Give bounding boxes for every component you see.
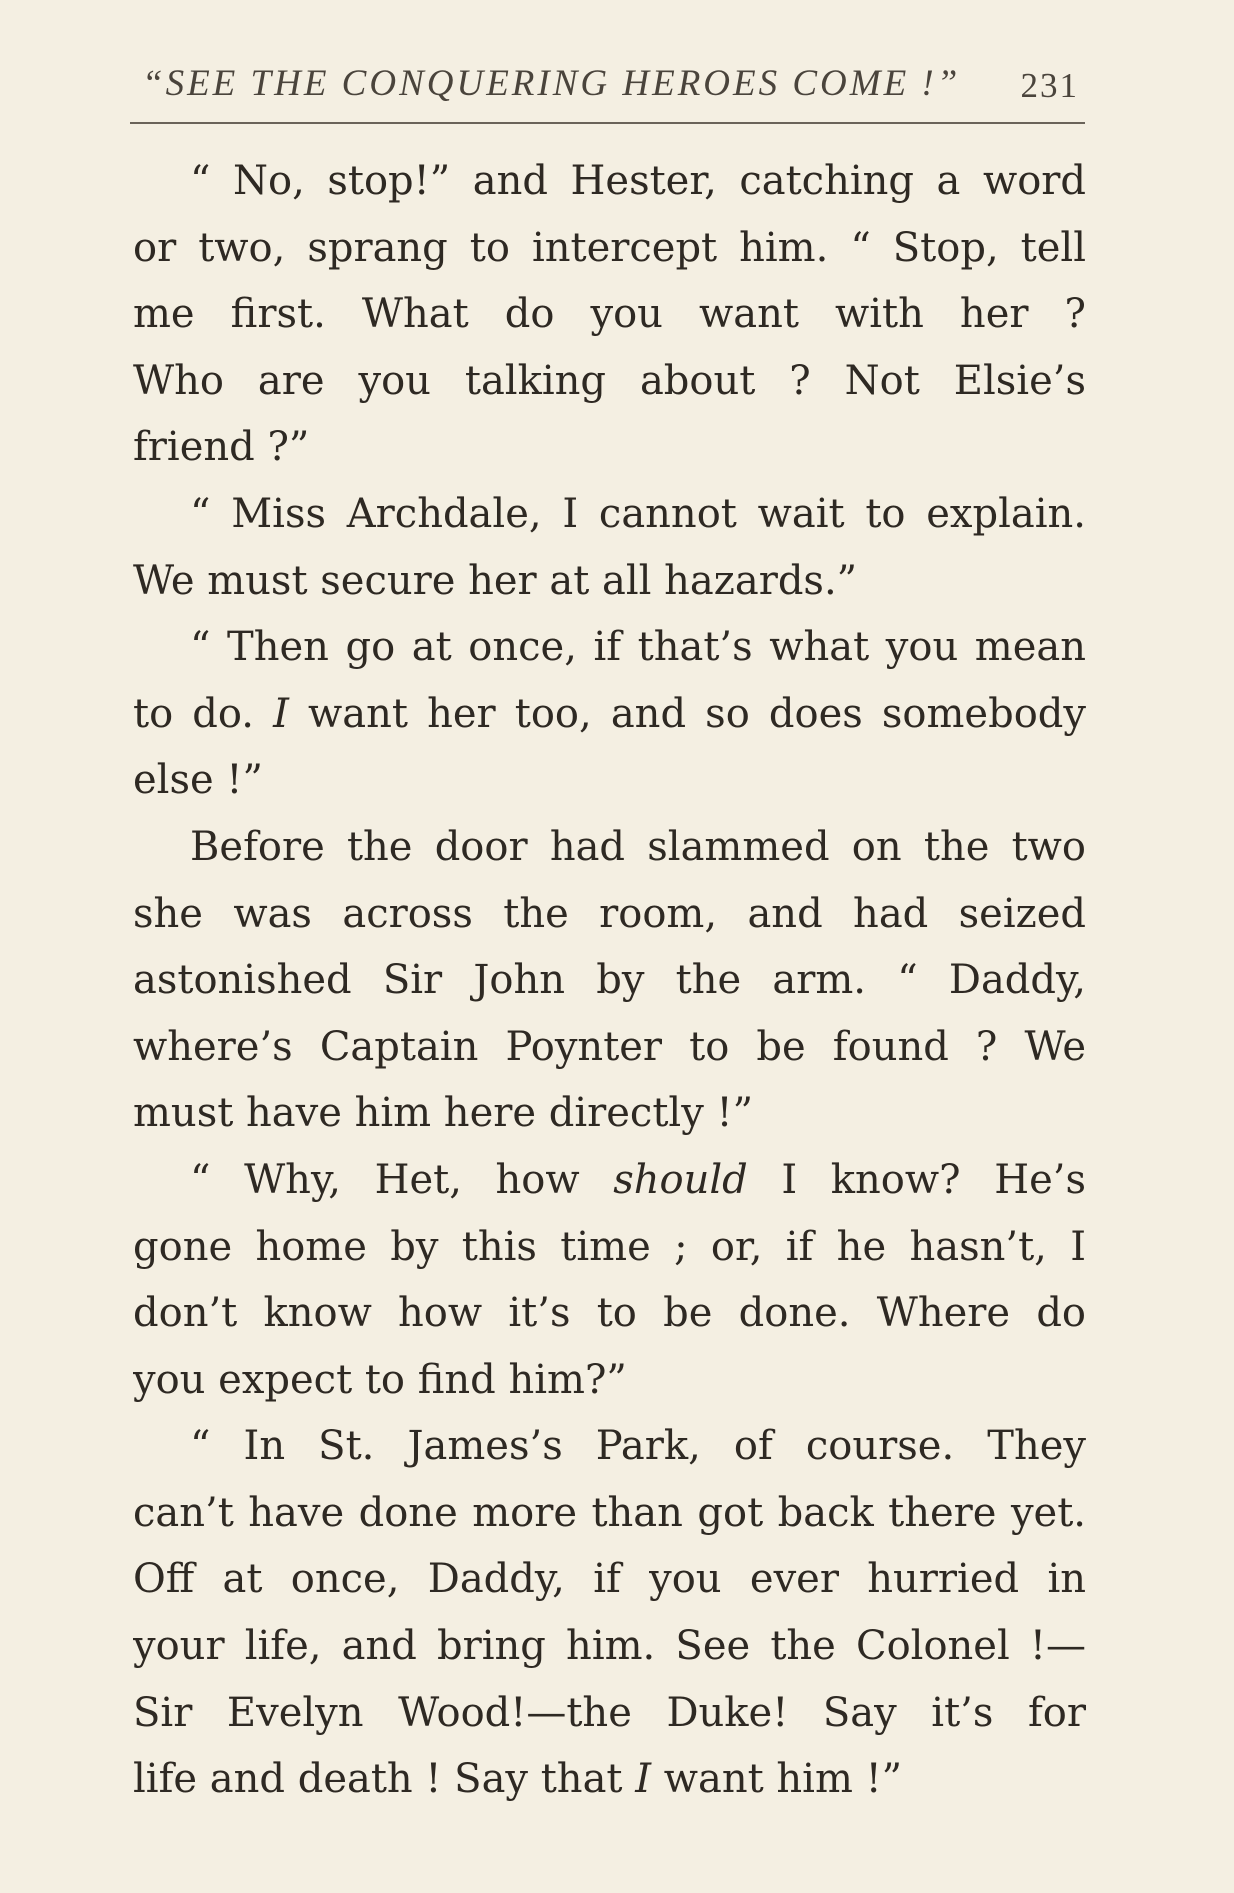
text-line: Off at once, Daddy, if you ever hurried in xyxy=(133,1556,1086,1603)
text-line: Before the door had slammed on the two xyxy=(190,823,1086,870)
text-line xyxy=(133,681,1086,748)
text-line: you expect to find him?” xyxy=(133,1356,627,1403)
text-segment: I know? He’s xyxy=(747,1156,1086,1203)
running-title: “SEE THE CONQUERING HEROES COME !” xyxy=(142,63,961,104)
text-line: where’s Captain Poynter to be found ? We xyxy=(133,1023,1086,1070)
text-segment: to do. xyxy=(133,690,274,737)
emphasis-text: I xyxy=(635,1756,652,1803)
text-line: can’t have done more than got back there yet. xyxy=(133,1489,1086,1536)
text-line: “ Then go at once, if that’s what you mean xyxy=(190,624,1086,671)
running-head xyxy=(130,62,1085,124)
text-line: Who are you talking about ? Not Elsie’s xyxy=(133,357,1086,404)
text-line: gone home by this time ; or, if he hasn’t, I xyxy=(133,1223,1086,1270)
text-line: or two, sprang to intercept him. “ Stop, tell xyxy=(133,224,1086,271)
text-line: else !” xyxy=(133,757,263,804)
text-line: she was across the room, and had seized xyxy=(133,890,1086,937)
text-segment: want him !” xyxy=(651,1756,903,1803)
text-line: astonished Sir John by the arm. “ Daddy, xyxy=(133,957,1086,1004)
emphasis-text: I xyxy=(273,690,289,737)
text-segment: life and death ! Say that xyxy=(133,1756,636,1803)
text-line: We must secure her at all hazards.” xyxy=(133,557,858,604)
text-line: must have him here directly !” xyxy=(133,1090,754,1137)
text-line: don’t know how it’s to be done. Where do xyxy=(133,1290,1086,1337)
body-text xyxy=(133,148,1086,1813)
emphasis-text: should xyxy=(613,1156,748,1203)
text-segment: want her too, and so does somebody xyxy=(288,690,1086,737)
text-line: me first. What do you want with her ? xyxy=(133,291,1086,338)
page-number: 231 xyxy=(1020,66,1079,105)
text-segment: “ Why, Het, how xyxy=(190,1156,614,1203)
text-line: your life, and bring him. See the Colonel !— xyxy=(133,1623,1086,1670)
text-line: friend ?” xyxy=(133,424,310,471)
text-line: “ Miss Archdale, I cannot wait to explain. xyxy=(190,490,1086,537)
text-line xyxy=(133,1746,1086,1813)
text-line: “ In St. James’s Park, of course. They xyxy=(190,1423,1086,1470)
text-line: “ No, stop!” and Hester, catching a word xyxy=(190,158,1086,204)
text-line: Sir Evelyn Wood!—the Duke! Say it’s for xyxy=(133,1689,1086,1736)
text-line xyxy=(133,1147,1086,1214)
